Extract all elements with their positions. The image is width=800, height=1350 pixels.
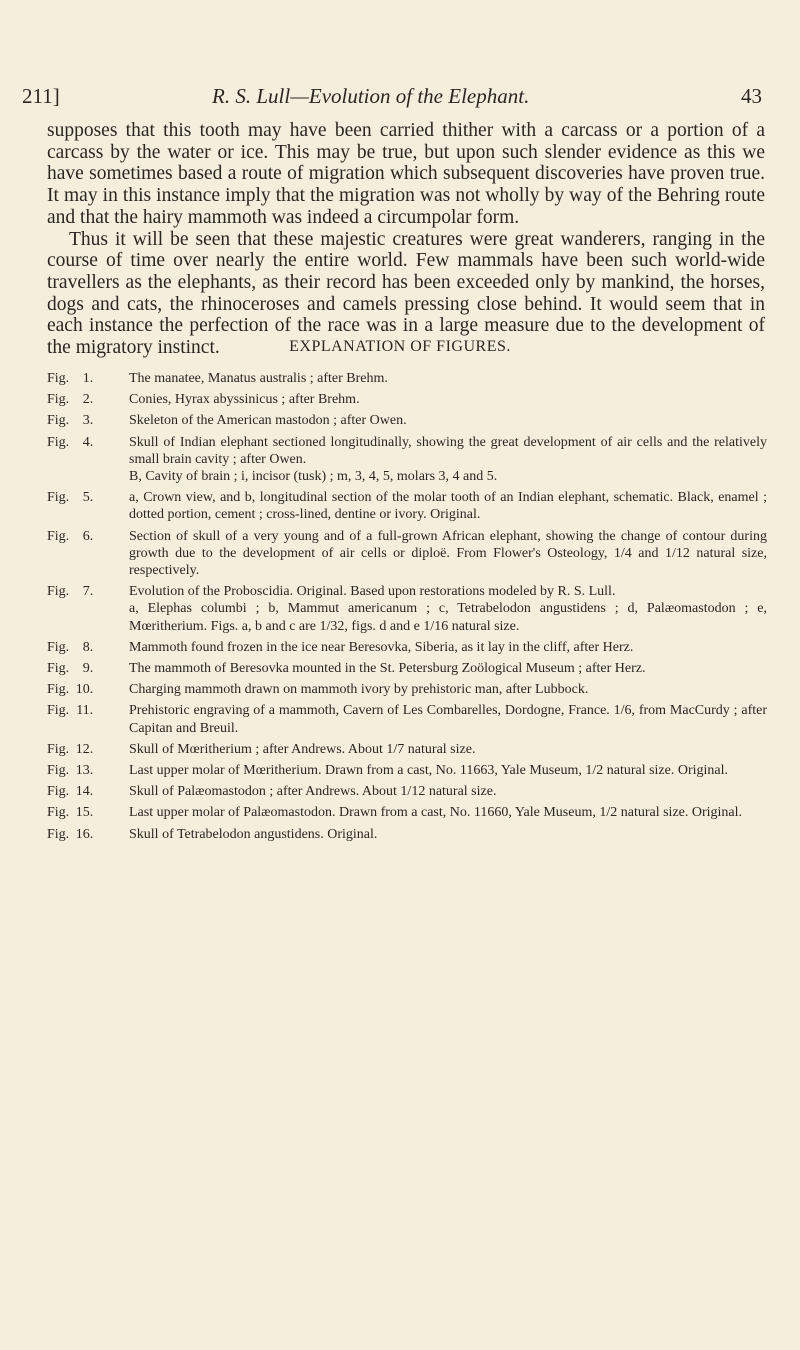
figure-entry bbox=[47, 741, 767, 758]
figure-caption bbox=[129, 370, 767, 387]
figure-label-prefix: Fig. bbox=[47, 639, 70, 655]
figure-caption bbox=[129, 762, 767, 779]
figure-entry bbox=[47, 804, 767, 821]
figure-label-prefix: Fig. bbox=[47, 784, 70, 800]
figure-label bbox=[47, 741, 129, 758]
figure-label bbox=[47, 489, 129, 523]
figure-label-prefix: Fig. bbox=[47, 392, 70, 408]
figure-label bbox=[47, 804, 129, 821]
figure-label bbox=[47, 434, 129, 486]
figure-number: 13. bbox=[75, 763, 94, 779]
figure-label bbox=[47, 783, 129, 800]
figure-caption-text: Conies, Hyrax abyssinicus ; after Brehm. bbox=[129, 392, 360, 408]
figure-entry bbox=[47, 681, 767, 698]
figure-label-prefix: Fig. bbox=[47, 371, 70, 386]
figure-entry bbox=[47, 528, 767, 580]
figure-caption bbox=[129, 489, 767, 523]
figure-entry bbox=[47, 660, 767, 677]
figure-label-prefix: Fig. bbox=[47, 434, 70, 450]
figure-label bbox=[47, 826, 129, 843]
page-bracket-number: 211] bbox=[22, 84, 60, 108]
figure-caption-text: Section of skull of a very young and of a full-grown African elephant, showing the change of contour during growth due to the development of air cells or diploë. From Flower's Osteology, 1/4 and 1/12 natural size, respectively. bbox=[129, 528, 767, 579]
figure-entry bbox=[47, 489, 767, 523]
figure-caption bbox=[129, 528, 767, 580]
figure-number: 5. bbox=[82, 490, 94, 506]
figure-entry bbox=[47, 762, 767, 779]
figure-number: 4. bbox=[82, 434, 94, 450]
figure-caption-text: Charging mammoth drawn on mammoth ivory by prehistoric man, after Lubbock. bbox=[129, 682, 589, 698]
figure-number: 1. bbox=[82, 371, 94, 386]
figure-caption-text: Skeleton of the American mastodon ; after Owen. bbox=[129, 413, 407, 429]
figure-label-prefix: Fig. bbox=[47, 528, 70, 544]
section-heading: EXPLANATION OF FIGURES. bbox=[289, 338, 511, 355]
figure-entry bbox=[47, 434, 767, 486]
figure-label-prefix: Fig. bbox=[47, 413, 70, 429]
figure-label bbox=[47, 583, 129, 635]
figure-label-prefix: Fig. bbox=[47, 584, 70, 600]
figure-caption-text: Last upper molar of Palæomastodon. Drawn from a cast, No. 11660, Yale Museum, 1/2 natural size. Original. bbox=[129, 805, 743, 821]
figure-caption bbox=[129, 583, 767, 635]
figure-caption-text: Skull of Palæomastodon ; after Andrews. About 1/12 natural size. bbox=[129, 784, 497, 800]
paragraph-1: supposes that this tooth may have been carried thither with a carcass or a portion of a carcass by the water or ice. This may be true, but upon such slender evidence as this we have sometimes based a route of migration which subsequent discoveries have proven true. It may in this instance imply that the migration was not wholly by way of the Behring route and that the hairy mammoth was indeed a circumpolar form. bbox=[47, 120, 765, 228]
figure-entry bbox=[47, 826, 767, 843]
figure-entry bbox=[47, 702, 767, 736]
figure-list bbox=[47, 370, 767, 847]
figure-caption bbox=[129, 783, 767, 800]
figure-label-prefix: Fig. bbox=[47, 703, 70, 719]
figure-entry bbox=[47, 391, 767, 408]
figure-caption bbox=[129, 434, 767, 486]
figure-caption bbox=[129, 639, 767, 656]
figure-caption-key: a, Elephas columbi ; b, Mammut americanum ; c, Tetrabelodon angustidens ; d, Palæomastodon ; e, Mœritherium. Figs. a, b and c are 1/32, figs. d and e 1/16 natural size. bbox=[129, 601, 767, 634]
figure-number: 3. bbox=[82, 413, 94, 429]
paragraph-2: Thus it will be seen that these majestic creatures were great wanderers, ranging in the course of time over nearly the entire world. Few mammals have been such world-wide travellers as the elephants, as their record has been exceeded only by mankind, the horses, dogs and cats, the rhinoceroses and camels pressing close behind. It would seem that in each instance the perfection of the race was in a large measure due to the development of the migratory instinct. bbox=[47, 228, 765, 359]
figure-number: 10. bbox=[75, 682, 94, 698]
figure-entry bbox=[47, 370, 767, 387]
running-header bbox=[22, 84, 762, 118]
figure-number: 11. bbox=[76, 703, 94, 719]
figure-number: 14. bbox=[75, 784, 94, 800]
figure-caption-text: Prehistoric engraving of a mammoth, Cavern of Les Combarelles, Dordogne, France. 1/6, from MacCurdy ; after Capitan and Breuil. bbox=[129, 703, 767, 736]
figure-caption-text: The manatee, Manatus australis ; after Brehm. bbox=[129, 371, 388, 386]
figure-number: 6. bbox=[82, 528, 94, 544]
figure-caption-text: The mammoth of Beresovka mounted in the St. Petersburg Zoölogical Museum ; after Herz. bbox=[129, 661, 646, 677]
figure-number: 9. bbox=[82, 661, 94, 677]
figure-label-prefix: Fig. bbox=[47, 763, 70, 779]
figure-caption bbox=[129, 702, 767, 736]
figure-label-prefix: Fig. bbox=[47, 490, 70, 506]
figure-label bbox=[47, 660, 129, 677]
figure-number: 8. bbox=[82, 639, 94, 655]
figure-caption-text: Skull of Mœritherium ; after Andrews. About 1/7 natural size. bbox=[129, 741, 476, 757]
figure-caption-text: Last upper molar of Mœritherium. Drawn from a cast, No. 11663, Yale Museum, 1/2 natural size. Original. bbox=[129, 763, 729, 779]
figure-caption-text: Evolution of the Proboscidia. Original. Based upon restorations modeled by R. S. Lull. bbox=[129, 584, 616, 600]
running-title bbox=[212, 84, 529, 109]
figure-label-prefix: Fig. bbox=[47, 805, 70, 821]
figure-caption-text: Mammoth found frozen in the ice near Beresovka, Siberia, as it lay in the cliff, after Herz. bbox=[129, 639, 634, 655]
author-name: R. S. Lull bbox=[212, 84, 291, 108]
figure-number: 7. bbox=[82, 584, 94, 600]
figure-entry bbox=[47, 583, 767, 635]
figure-label-prefix: Fig. bbox=[47, 741, 70, 757]
figure-number: 16. bbox=[75, 826, 94, 842]
figure-entry bbox=[47, 783, 767, 800]
figure-label bbox=[47, 412, 129, 429]
figure-caption bbox=[129, 391, 767, 408]
figure-label bbox=[47, 391, 129, 408]
figure-entry bbox=[47, 639, 767, 656]
figure-caption bbox=[129, 412, 767, 429]
figure-label bbox=[47, 639, 129, 656]
figure-caption-text: Skull of Indian elephant sectioned longitudinally, showing the great development of air cells and the relatively small brain cavity ; after Owen. bbox=[129, 434, 767, 467]
figure-entry bbox=[47, 412, 767, 429]
figure-label bbox=[47, 370, 129, 387]
figure-label-prefix: Fig. bbox=[47, 826, 70, 842]
figure-caption bbox=[129, 660, 767, 677]
figure-caption bbox=[129, 741, 767, 758]
figure-label bbox=[47, 762, 129, 779]
figure-number: 15. bbox=[75, 805, 94, 821]
figure-label bbox=[47, 528, 129, 580]
article-title: —Evolution of the Elephant. bbox=[290, 84, 530, 108]
figure-number: 12. bbox=[75, 741, 94, 757]
figure-number: 2. bbox=[82, 392, 94, 408]
figure-caption bbox=[129, 826, 767, 843]
figure-caption-text: a, Crown view, and b, longitudinal section of the molar tooth of an Indian elephant, schematic. Black, enamel ; dotted portion, cement ; cross-lined, dentine or ivory. Original. bbox=[129, 490, 767, 523]
figure-label-prefix: Fig. bbox=[47, 661, 70, 677]
page-number: 43 bbox=[741, 84, 762, 108]
figure-label-prefix: Fig. bbox=[47, 682, 70, 698]
figure-caption bbox=[129, 681, 767, 698]
figure-caption bbox=[129, 804, 767, 821]
body-text bbox=[47, 120, 765, 359]
figure-caption-key: B, Cavity of brain ; i, incisor (tusk) ; m, 3, 4, 5, molars 3, 4 and 5. bbox=[129, 469, 498, 485]
figure-label bbox=[47, 681, 129, 698]
figure-caption-text: Skull of Tetrabelodon angustidens. Original. bbox=[129, 826, 378, 842]
figure-label bbox=[47, 702, 129, 736]
